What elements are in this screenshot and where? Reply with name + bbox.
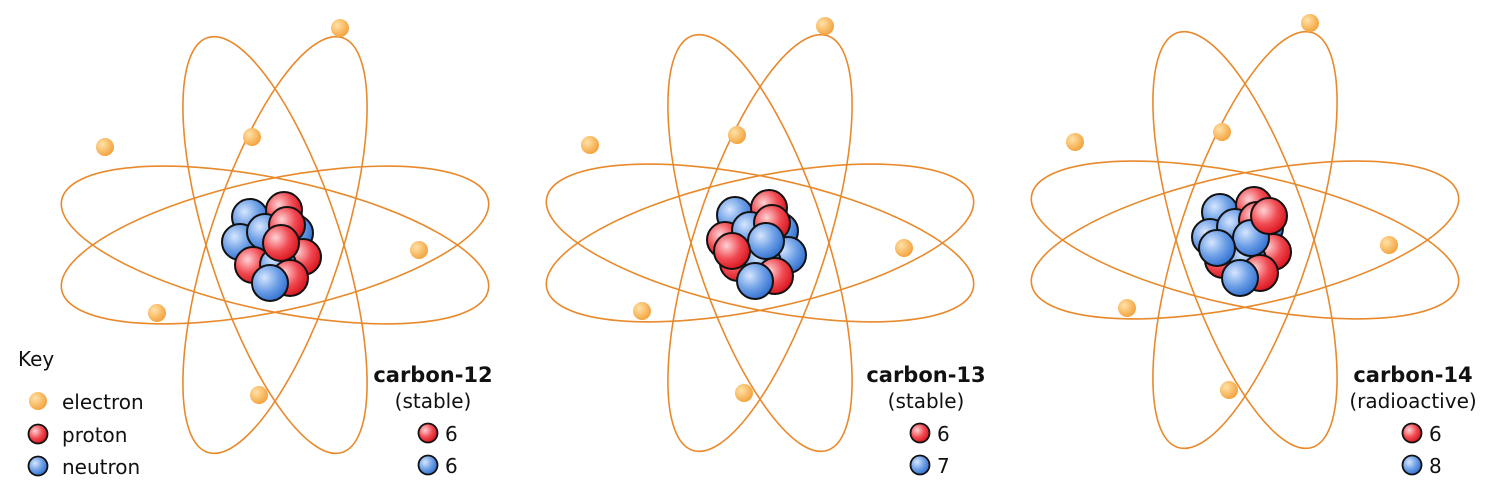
neutron [252, 265, 288, 301]
proton [714, 233, 750, 269]
proton-count-icon [911, 424, 930, 443]
electron [1220, 381, 1238, 399]
electron [728, 126, 746, 144]
isotope-status: (stable) [394, 389, 472, 413]
neutron-count: 7 [937, 454, 950, 478]
electron [410, 241, 428, 259]
electron [1066, 133, 1084, 151]
electron [148, 304, 166, 322]
electron [96, 138, 114, 156]
proton-count: 6 [937, 422, 950, 446]
proton [263, 225, 299, 261]
legend-electron-label: electron [62, 390, 144, 414]
isotope-name: carbon-13 [866, 363, 986, 387]
neutron [748, 223, 784, 259]
electron [243, 128, 261, 146]
nucleus [1192, 187, 1291, 296]
neutron-count-icon [419, 456, 438, 475]
electron [1118, 299, 1136, 317]
neutron-count-icon [1403, 456, 1422, 475]
isotope-status: (stable) [887, 389, 965, 413]
electron [1301, 14, 1319, 32]
isotope-name: carbon-14 [1353, 363, 1473, 387]
electron-swatch-icon [29, 392, 47, 410]
nucleus [707, 190, 806, 299]
label-carbon-13 [866, 363, 985, 478]
label-carbon-12 [373, 363, 492, 478]
proton-count: 6 [445, 422, 458, 446]
legend [18, 347, 144, 479]
electron [633, 302, 651, 320]
electron [1380, 236, 1398, 254]
isotope-name: carbon-12 [373, 363, 493, 387]
electron [250, 386, 268, 404]
electron [816, 17, 834, 35]
legend-proton-label: proton [62, 423, 128, 447]
electron [581, 136, 599, 154]
electron [735, 384, 753, 402]
proton-count-icon [419, 424, 438, 443]
isotope-status: (radioactive) [1349, 389, 1477, 413]
neutron [1222, 260, 1258, 296]
proton-count-icon [1403, 424, 1422, 443]
neutron [737, 263, 773, 299]
electron [331, 19, 349, 37]
neutron [1199, 230, 1235, 266]
neutron-count-icon [911, 456, 930, 475]
proton-count: 6 [1429, 422, 1442, 446]
legend-neutron-label: neutron [62, 455, 141, 479]
label-carbon-14 [1349, 363, 1476, 478]
neutron-count: 6 [445, 454, 458, 478]
nucleus [222, 192, 321, 301]
electron [1213, 123, 1231, 141]
proton-swatch-icon [29, 425, 48, 444]
neutron-count: 8 [1429, 454, 1442, 478]
neutron-swatch-icon [29, 457, 48, 476]
electron [895, 239, 913, 257]
legend-title: Key [18, 347, 55, 371]
proton [1251, 198, 1287, 234]
